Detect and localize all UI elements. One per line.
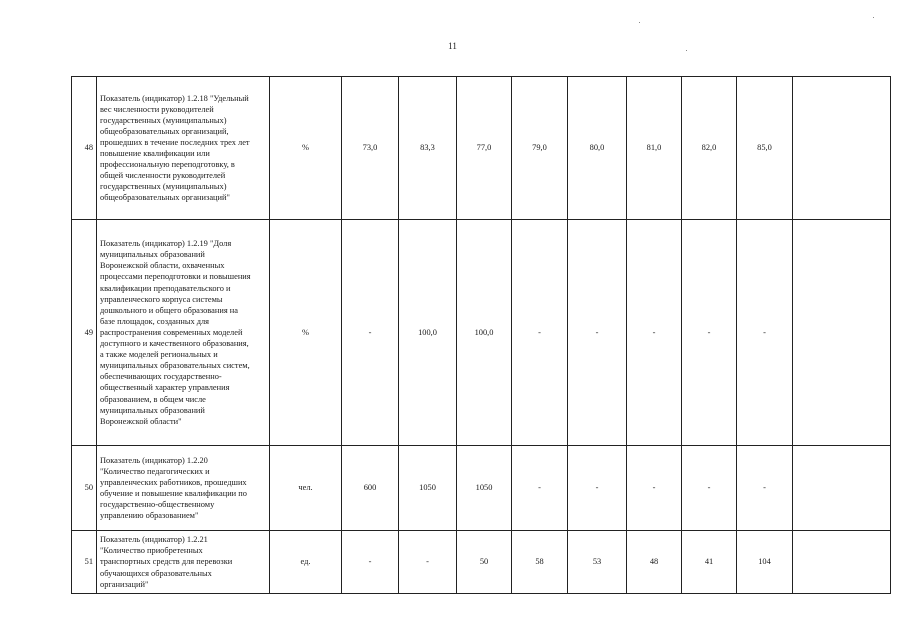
value-cell: - [568,446,627,531]
value-cell: - [737,220,793,446]
value-cell: 1050 [457,446,512,531]
value-cell: - [682,220,737,446]
description-line: муниципальных образовательных систем, [100,361,250,371]
value-cell: 58 [512,531,568,594]
value-cell: - [342,531,399,594]
row-number: 51 [72,531,97,594]
row-number: 50 [72,446,97,531]
description-line: государственно-общественному [100,500,215,510]
value-cell: 73,0 [342,77,399,220]
description-line: государственных (муниципальных) [100,115,227,125]
description-line: вес численности руководителей [100,104,214,114]
unit-cell: ед. [270,531,342,594]
description-line: повышение квалификации или [100,149,210,158]
description-line: организаций" [100,579,149,589]
value-cell: 104 [737,531,793,594]
unit-cell: % [270,77,342,220]
description-line: управленческого корпуса системы [100,294,223,304]
value-cell: - [682,446,737,531]
description-line: Воронежской области" [100,416,182,426]
table-row [72,77,891,220]
unit-cell: % [270,220,342,446]
value-cell: 41 [682,531,737,594]
description-line: доступного и качественного образования, [100,339,249,349]
value-cell: - [399,531,457,594]
description-line: "Количество приобретенных [100,546,203,556]
value-cell: - [512,220,568,446]
value-cell: 1050 [399,446,457,531]
description-line: общеобразовательных организаций" [100,193,230,203]
row-number: 48 [72,77,97,220]
description-line: муниципальных образований [100,405,205,415]
value-cell: 85,0 [737,77,793,220]
value-cell: 50 [457,531,512,594]
description-line: управленческих работников, прошедших [100,477,247,487]
description-line: Воронежской области, охваченных [100,261,225,271]
description-line: образованием, в общем числе [100,394,206,404]
indicator-table [71,76,891,594]
description-line: Показатель (индикатор) 1.2.18 "Удельный [100,93,249,103]
description-line: прошедших в течение последних трех лет [100,137,250,147]
value-cell: 100,0 [457,220,512,446]
scan-speck [639,22,640,23]
description-line: управлению образованием" [100,511,199,521]
description-line: обучение и повышение квалификации по [100,489,247,498]
scan-speck [686,50,687,51]
description-line: муниципальных образований [100,250,205,260]
value-cell: - [627,446,682,531]
description-line: Показатель (индикатор) 1.2.20 [100,455,208,465]
description-line: общественный характер управления [100,383,230,393]
description-line: квалификации преподавательского и [100,283,231,293]
description-line: а также моделей региональных и [100,350,218,360]
value-cell: 77,0 [457,77,512,220]
value-cell: 600 [342,446,399,531]
value-cell: 79,0 [512,77,568,220]
description-line: обеспечивающих государственно- [100,372,222,382]
value-cell: - [627,220,682,446]
description-line: профессиональную переподготовку, в [100,160,235,170]
value-cell: 53 [568,531,627,594]
description-line: обучающихся образовательных [100,568,212,578]
value-cell: - [737,446,793,531]
value-cell: 83,3 [399,77,457,220]
value-cell: 100,0 [399,220,457,446]
table-row [72,531,891,594]
note-cell [793,531,891,594]
description-line: общей численности руководителей [100,171,226,181]
description-line: процессами переподготовки и повышения [100,272,251,282]
scan-speck [873,17,874,18]
description-line: распространения современных моделей [100,327,243,337]
description-line: Показатель (индикатор) 1.2.19 "Доля [100,239,232,249]
value-cell: - [342,220,399,446]
indicator-table-body [72,77,891,594]
row-number: 49 [72,220,97,446]
description-line: "Количество педагогических и [100,466,210,476]
indicator-description [97,220,270,446]
value-cell: 81,0 [627,77,682,220]
description-line: общеобразовательных организаций, [100,126,229,136]
note-cell [793,220,891,446]
description-line: государственных (муниципальных) [100,182,227,192]
note-cell [793,446,891,531]
indicator-description [97,531,270,594]
value-cell: 48 [627,531,682,594]
value-cell: - [568,220,627,446]
value-cell: 80,0 [568,77,627,220]
table-row [72,446,891,531]
description-line: Показатель (индикатор) 1.2.21 [100,535,208,545]
indicator-description [97,446,270,531]
description-line: базе площадок, созданных для [100,316,210,326]
value-cell: 82,0 [682,77,737,220]
page-number: 11 [448,41,457,51]
table-row [72,220,891,446]
indicator-description [97,77,270,220]
value-cell: - [512,446,568,531]
description-line: дошкольного и общего образования на [100,305,238,315]
description-line: транспортных средств для перевозки [100,557,233,567]
note-cell [793,77,891,220]
unit-cell: чел. [270,446,342,531]
